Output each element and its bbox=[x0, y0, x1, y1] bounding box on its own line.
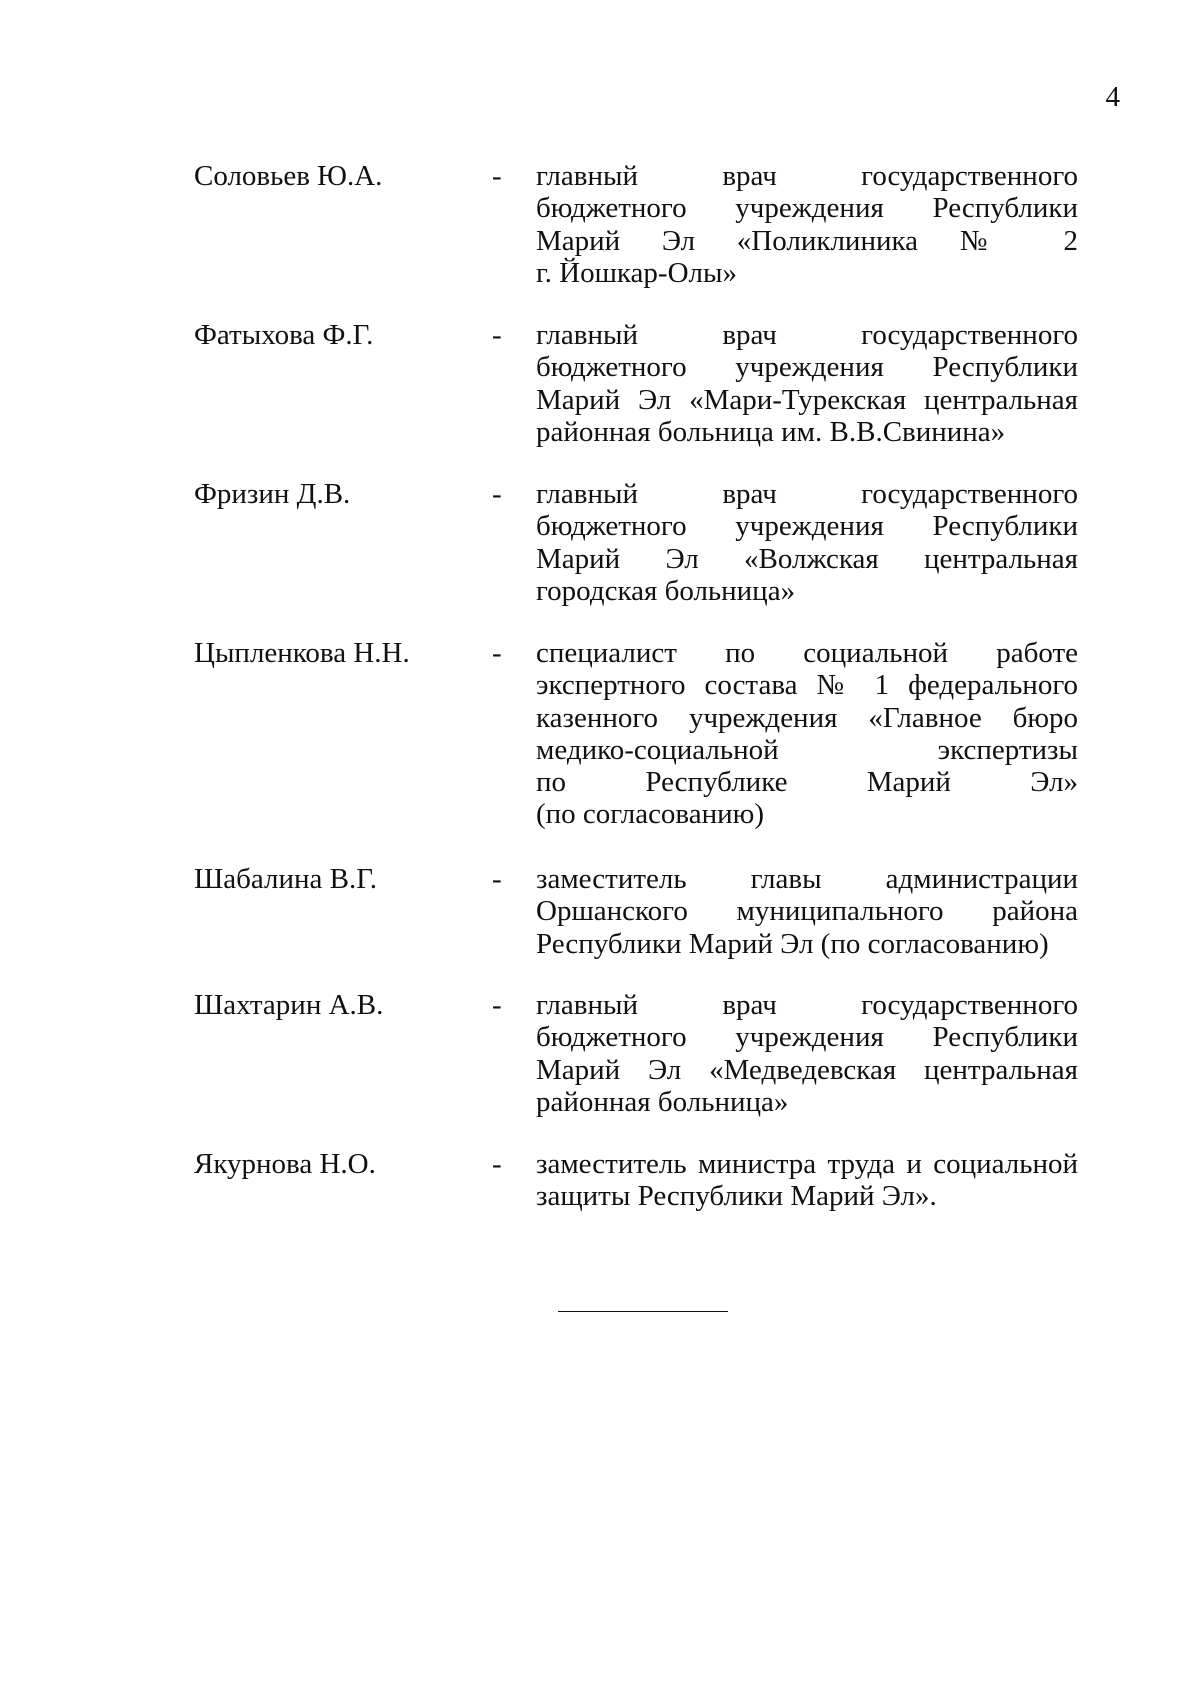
position-line: городская больница» bbox=[536, 574, 796, 607]
position-line: районная больница им. В.В.Свинина» bbox=[536, 415, 1006, 448]
position-line: экспертного состава № 1 федерального bbox=[536, 669, 1078, 702]
position-line: г. Йошкар-Олы» bbox=[536, 256, 737, 289]
position-line: бюджетного учреждения Республики bbox=[536, 1021, 1078, 1054]
position-line: Оршанского муниципального района bbox=[536, 895, 1078, 928]
separator-dash: - bbox=[492, 160, 502, 192]
position-line: главный врач государственного bbox=[536, 319, 1078, 351]
member-position bbox=[536, 1148, 1078, 1213]
member-name: Якурнова Н.О. bbox=[194, 1148, 376, 1180]
member-position bbox=[536, 863, 1078, 960]
member-name: Шабалина В.Г. bbox=[194, 863, 377, 895]
position-line: по Республике Марий Эл» bbox=[536, 766, 1078, 799]
member-position bbox=[536, 637, 1078, 831]
position-line: (по согласованию) bbox=[536, 798, 764, 831]
position-line: главный врач государственного bbox=[536, 478, 1078, 510]
end-rule bbox=[558, 1311, 728, 1312]
separator-dash: - bbox=[492, 637, 502, 669]
member-name: Шахтарин А.В. bbox=[194, 989, 384, 1021]
position-line: казенного учреждения «Главное бюро bbox=[536, 701, 1078, 734]
member-position bbox=[536, 319, 1078, 448]
page-number: 4 bbox=[1105, 81, 1120, 113]
position-line: заместитель министра труда и социальной bbox=[536, 1148, 1078, 1180]
position-line: Марий Эл «Волжская центральная bbox=[536, 542, 1078, 575]
separator-dash: - bbox=[492, 319, 502, 351]
member-position bbox=[536, 478, 1078, 607]
position-line: заместитель главы администрации bbox=[536, 863, 1078, 895]
position-line: районная больница» bbox=[536, 1085, 789, 1118]
member-name: Цыпленкова Н.Н. bbox=[194, 637, 410, 669]
position-line: главный врач государственного bbox=[536, 989, 1078, 1021]
separator-dash: - bbox=[492, 478, 502, 510]
position-line: медико-социальной экспертизы bbox=[536, 733, 1078, 766]
member-name: Соловьев Ю.А. bbox=[194, 160, 383, 192]
position-line: специалист по социальной работе bbox=[536, 637, 1078, 669]
position-line: главный врач государственного bbox=[536, 160, 1078, 192]
position-line: бюджетного учреждения Республики bbox=[536, 351, 1078, 384]
member-position bbox=[536, 160, 1078, 289]
position-line: Марий Эл «Медведевская центральная bbox=[536, 1053, 1078, 1086]
position-line: Марий Эл «Поликлиника № 2 bbox=[536, 224, 1078, 257]
separator-dash: - bbox=[492, 1148, 502, 1180]
separator-dash: - bbox=[492, 863, 502, 895]
member-position bbox=[536, 989, 1078, 1118]
member-name: Фризин Д.В. bbox=[194, 478, 351, 510]
position-line: бюджетного учреждения Республики bbox=[536, 510, 1078, 543]
position-line: защиты Республики Марий Эл». bbox=[536, 1180, 937, 1213]
member-name: Фатыхова Ф.Г. bbox=[194, 319, 374, 351]
separator-dash: - bbox=[492, 989, 502, 1021]
position-line: бюджетного учреждения Республики bbox=[536, 192, 1078, 225]
position-line: Марий Эл «Мари-Турекская центральная bbox=[536, 383, 1078, 416]
position-line: Республики Марий Эл (по согласованию) bbox=[536, 927, 1049, 960]
